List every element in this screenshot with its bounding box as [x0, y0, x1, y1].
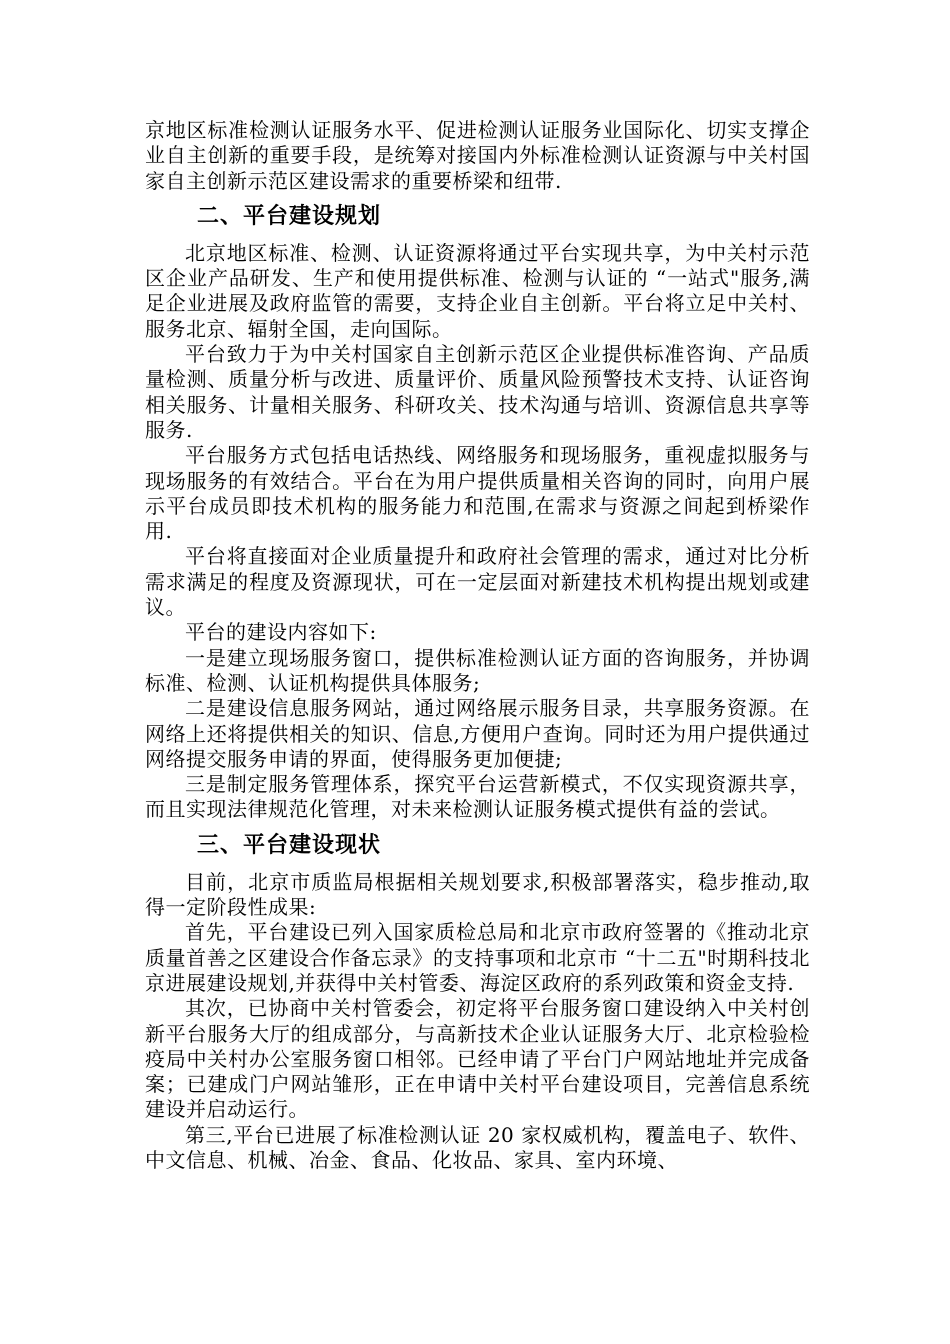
section-heading-status: 三、平台建设现状	[197, 832, 382, 858]
body-paragraph: 平台服务方式包括电话热线、网络服务和现场服务，重视虚拟服务与现场服务的有效结合。平台在为用户提供质量相关咨询的同时，向用户展示平台成员即技术机构的服务能力和范围,在需求与资源之间起到桥梁作用.	[145, 443, 810, 544]
body-paragraph: 首先，平台建设已列入国家质检总局和北京市政府签署的《推动北京质量首善之区建设合作备忘录》的支持事项和北京市 “十二五"时期科技北京进展建设规划,并获得中关村管委、海淀区政府的系列政策和资金支持.	[145, 920, 810, 995]
body-paragraph: 三是制定服务管理体系，探究平台运营新模式，不仅实现资源共享，而且实现法律规范化管理，对未来检测认证服务模式提供有益的尝试。	[145, 772, 810, 822]
body-paragraph: 其次，已协商中关村管委会，初定将平台服务窗口建设纳入中关村创新平台服务大厅的组成部分，与高新技术企业认证服务大厅、北京检验检疫局中关村办公室服务窗口相邻。已经申请了平台门户网站地址并完成备案；已建成门户网站雏形，正在申请中关村平台建设项目，完善信息系统建设并启动运行。	[145, 996, 810, 1122]
body-paragraph: 一是建立现场服务窗口，提供标准检测认证方面的咨询服务，并协调标准、检测、认证机构提供具体服务;	[145, 645, 810, 695]
document-page	[145, 118, 810, 1173]
body-paragraph: 第三,平台已进展了标准检测认证 20 家权威机构，覆盖电子、软件、中文信息、机械、冶金、食品、化妆品、家具、室内环境、	[145, 1122, 810, 1172]
body-paragraph: 二是建设信息服务网站，通过网络展示服务目录，共享服务资源。在网络上还将提供相关的知识、信息,方便用户查询。同时还为用户提供通过网络提交服务申请的界面，使得服务更加便捷;	[145, 696, 810, 771]
body-paragraph: 平台将直接面对企业质量提升和政府社会管理的需求，通过对比分析需求满足的程度及资源现状，可在一定层面对新建技术机构提出规划或建议。	[145, 544, 810, 620]
body-paragraph: 平台致力于为中关村国家自主创新示范区企业提供标准咨询、产品质量检测、质量分析与改进、质量评价、质量风险预警技术支持、认证咨询相关服务、计量相关服务、科研攻关、技术沟通与培训、资源信息共享等服务.	[145, 342, 810, 442]
body-paragraph: 目前，北京市质监局根据相关规划要求,积极部署落实，稳步推动,取得一定阶段性成果:	[145, 869, 810, 920]
section-heading-planning: 二、平台建设规划	[197, 203, 382, 229]
body-paragraph: 北京地区标准、检测、认证资源将通过平台实现共享，为中关村示范区企业产品研发、生产和使用提供标准、检测与认证的 “一站式"服务,满足企业进展及政府监管的需要，支持企业自主创新。平台将立足中关村、服务北京、辐射全国，走向国际。	[145, 240, 810, 341]
intro-paragraph: 京地区标准检测认证服务水平、促进检测认证服务业国际化、切实支撑企业自主创新的重要手段，是统筹对接国内外标准检测认证资源与中关村国家自主创新示范区建设需求的重要桥梁和纽带.	[145, 118, 810, 193]
body-paragraph: 平台的建设内容如下:	[185, 620, 377, 645]
